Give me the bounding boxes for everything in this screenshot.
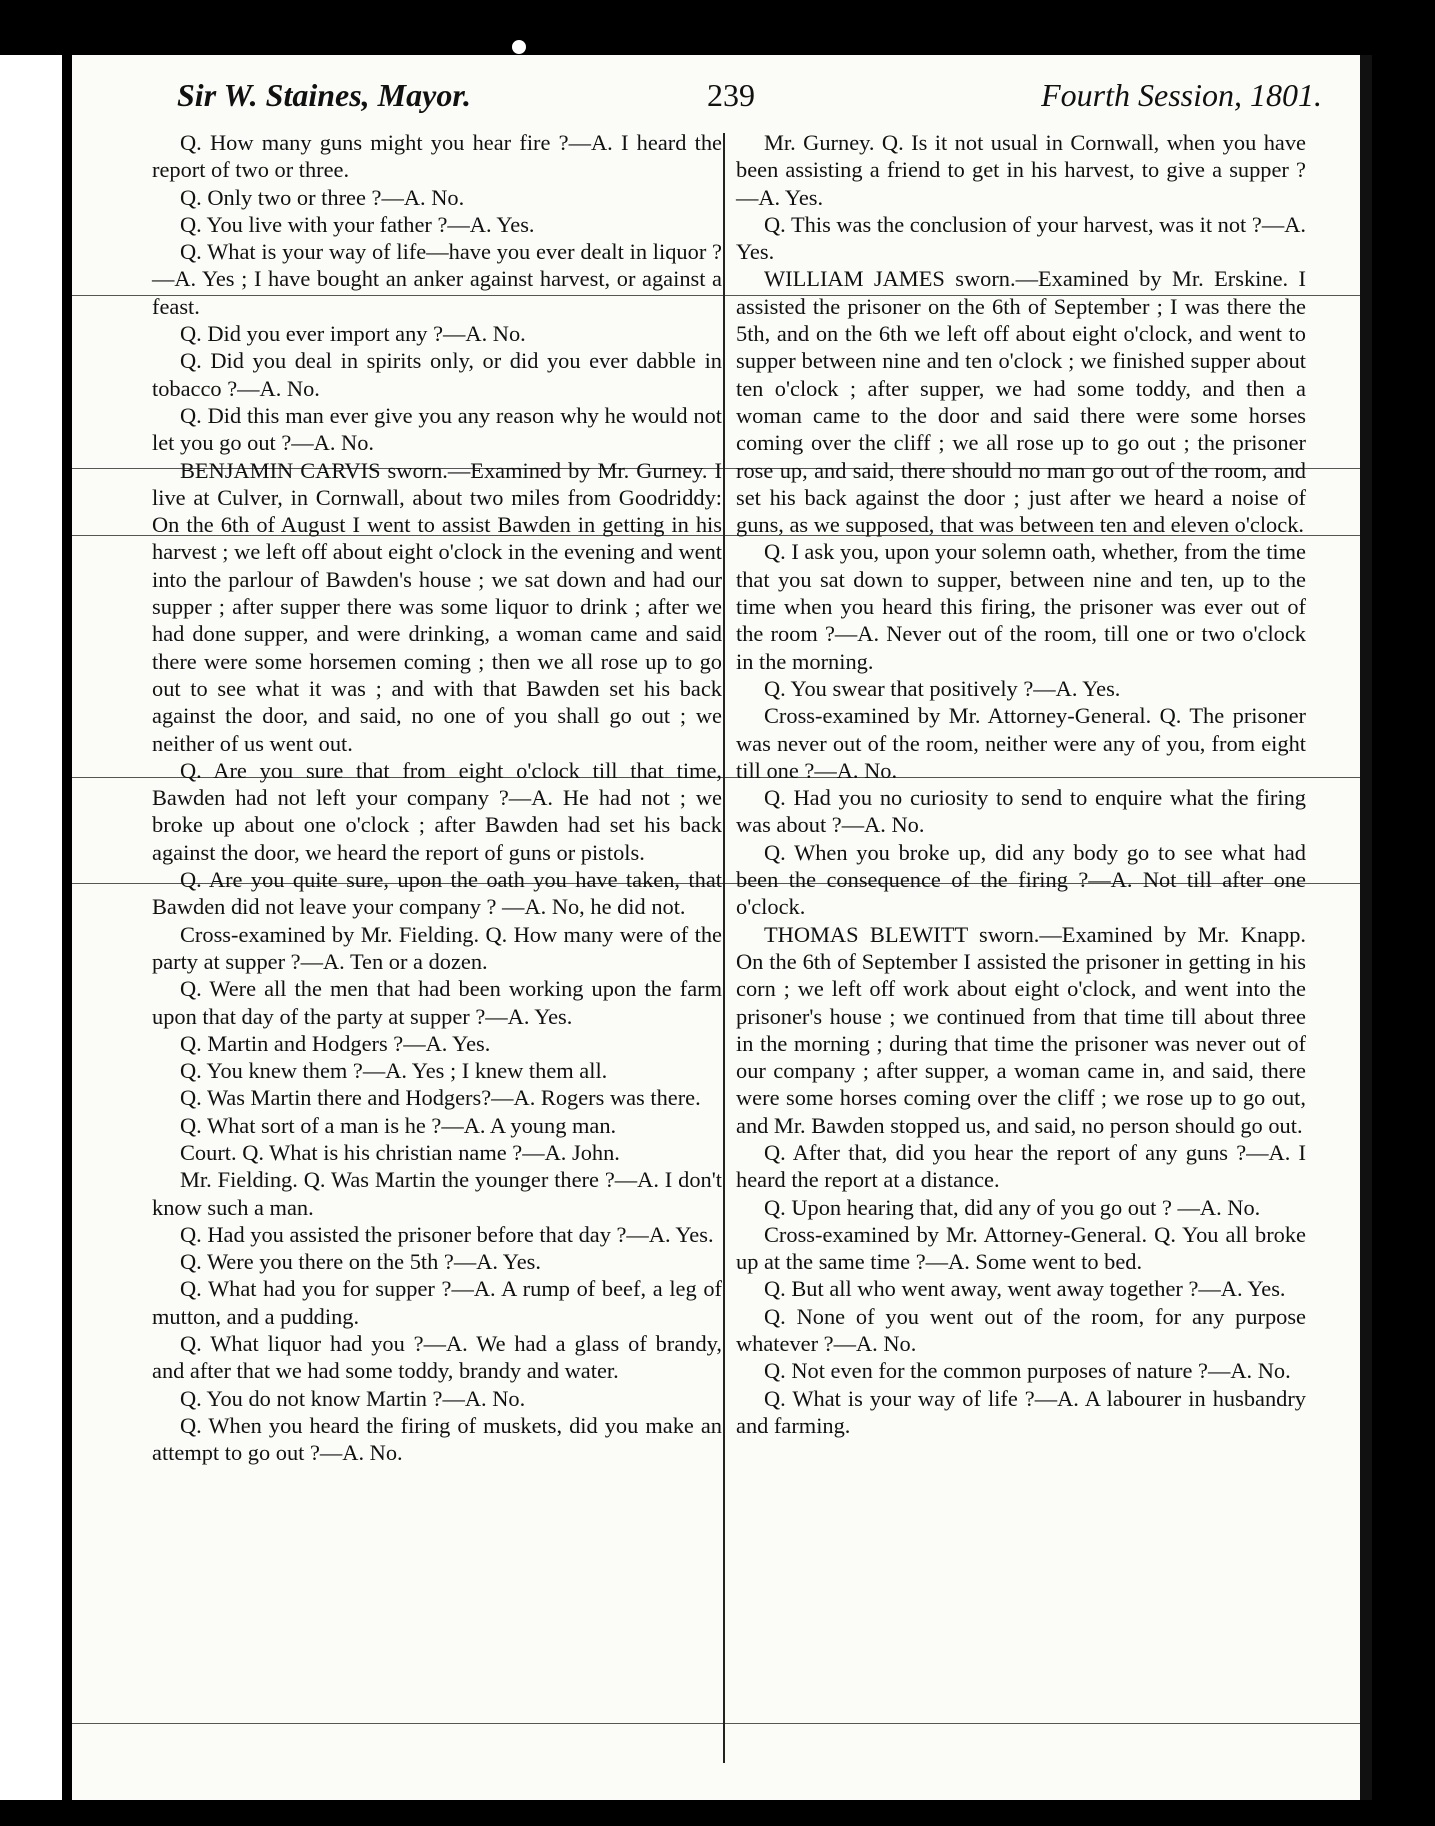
paragraph: Q. You live with your father ?—A. Yes. [180, 211, 535, 237]
paragraph: BENJAMIN CARVIS sworn.—Examined by Mr. Gurney. I live at Culver, in Cornwall, about two miles from Goodriddy: On the 6th of August I went to assist Bawden in getting in his harvest ; we left off about eight o'clock in the evening and went into the parlour of Bawden's house ; we sat down and had our supper ; after supper there was some liquor to drink ; after we had done supper, and were drinking, a woman came and said there were some horsemen coming ; then we all rose up to go out to see what it was ; and with that Bawden set his back against the door, and said, no one of you shall go out ; we neither of us went out. [152, 457, 722, 756]
paragraph: Q. What is your way of life ?—A. A labourer in husbandry and farming. [736, 1385, 1306, 1438]
paragraph: Q. Are you sure that from eight o'clock till that time, Bawden had not left your company ?—A. He had not ; we broke up about one o'clock ; after Bawden had set his back against the door, we heard the report of guns or pistols. [152, 757, 722, 865]
paragraph: Q. I ask you, upon your solemn oath, whether, from the time that you sat down to supper, between nine and ten, up to the time when you heard this firing, the prisoner was ever out of the room ?—A. Never out of the room, till one or two o'clock in the morning. [736, 539, 1306, 674]
right-column [736, 129, 1306, 1779]
paragraph: Q. What sort of a man is he ?—A. A young man. [180, 1112, 617, 1138]
paragraph: Cross-examined by Mr. Fielding. Q. How many were of the party at supper ?—A. Ten or a dozen. [152, 921, 722, 974]
paragraph: THOMAS BLEWITT sworn.—Examined by Mr. Knapp. On the 6th of September I assisted the prisoner in getting in his corn ; we left off work about eight o'clock, and went into the prisoner's house ; we continued from that time till about three in the morning ; during that time the prisoner was never out of our company ; after supper, a woman came in, and said, there were some horses coming over the cliff ; we rose up to go out, and Mr. Bawden stopped us, and said, no person should go out. [736, 921, 1306, 1138]
paragraph: Mr. Gurney. Q. Is it not usual in Cornwall, when you have been assisting a friend to get in his harvest, to give a supper ?—A. Yes. [736, 130, 1306, 210]
paragraph: Q. After that, did you hear the report of any guns ?—A. I heard the report at a distance. [736, 1139, 1306, 1193]
paragraph: Q. Was Martin there and Hodgers?—A. Rogers was there. [180, 1085, 701, 1111]
paragraph: WILLIAM JAMES sworn.—Examined by Mr. Erskine. I assisted the prisoner on the 6th of September ; I was there the 5th, and on the 6th we left off about eight o'clock, and went to supper between nine and ten o'clock ; we finished supper about ten o'clock ; after supper, we had some toddy, and then a woman came to the door and said there were some horses coming over the cliff ; we all rose up to go out ; the prisoner rose up, and said, there should no man go out of the room, and set his back against the door ; just after we heard a noise of guns, as we supposed, that was between ten and eleven o'clock. [736, 266, 1306, 538]
scan-mark [509, 37, 529, 57]
column-divider [723, 133, 725, 1763]
paragraph: Court. Q. What is his christian name ?—A. John. [180, 1139, 620, 1165]
paragraph: Q. But all who went away, went away together ?—A. Yes. [764, 1276, 1286, 1302]
page-header [177, 77, 1322, 125]
header-title: Sir W. Staines, Mayor. [177, 77, 472, 113]
paragraph: Q. How many guns might you hear fire ?—A. I heard the report of two or three. [152, 130, 722, 183]
paragraph: Q. Were you there on the 5th ?—A. Yes. [180, 1249, 541, 1275]
paragraph: Q. You swear that positively ?—A. Yes. [764, 675, 1121, 701]
paragraph: Cross-examined by Mr. Attorney-General. Q. The prisoner was never out of the room, neither were any of you, from eight till one ?—A. No. [736, 703, 1306, 783]
paragraph: Q. What is your way of life—have you ever dealt in liquor ?—A. Yes ; I have bought an anker against harvest, or against a feast. [152, 239, 722, 319]
document-page [72, 55, 1372, 1800]
paragraph: Mr. Fielding. Q. Was Martin the younger there ?—A. I don't know such a man. [152, 1167, 722, 1220]
paragraph: Q. Did you deal in spirits only, or did you ever dabble in tobacco ?—A. No. [152, 348, 722, 401]
paragraph: Q. Only two or three ?—A. No. [180, 184, 465, 210]
paragraph: Q. Martin and Hodgers ?—A. Yes. [180, 1030, 491, 1056]
paragraph: Q. Are you quite sure, upon the oath you have taken, that Bawden did not leave your company ? —A. No, he did not. [152, 867, 722, 920]
paragraph: Q. What liquor had you ?—A. We had a glass of brandy, and after that we had some toddy, brandy and water. [152, 1331, 722, 1384]
paragraph: Cross-examined by Mr. Attorney-General. Q. You all broke up at the same time ?—A. Some went to bed. [736, 1221, 1306, 1275]
paragraph: Q. Were all the men that had been working upon the farm upon that day of the party at supper ?—A. Yes. [152, 976, 722, 1029]
paragraph: Q. Did this man ever give you any reason why he would not let you go out ?—A. No. [152, 402, 722, 456]
paragraph: Q. When you heard the firing of muskets, did you make an attempt to go out ?—A. No. [152, 1412, 722, 1466]
header-session: Fourth Session, 1801. [1041, 77, 1322, 113]
paragraph: Q. You knew them ?—A. Yes ; I knew them all. [180, 1058, 608, 1084]
paragraph: Q. Did you ever import any ?—A. No. [180, 321, 526, 347]
paragraph: Q. Had you no curiosity to send to enquire what the firing was about ?—A. No. [736, 785, 1306, 838]
paragraph: Q. You do not know Martin ?—A. No. [180, 1385, 526, 1411]
paragraph: Q. This was the conclusion of your harvest, was it not ?—A. Yes. [736, 211, 1306, 265]
paragraph: Q. What had you for supper ?—A. A rump of beef, a leg of mutton, and a pudding. [152, 1276, 722, 1329]
paragraph: Q. Had you assisted the prisoner before that day ?—A. Yes. [180, 1221, 714, 1247]
left-column [152, 129, 722, 1779]
paragraph: Q. None of you went out of the room, for any purpose whatever ?—A. No. [736, 1303, 1306, 1357]
page-number: 239 [707, 77, 755, 113]
adjacent-page-strip [0, 55, 62, 1800]
paragraph: Q. Not even for the common purposes of nature ?—A. No. [764, 1358, 1291, 1384]
paragraph: Q. When you broke up, did any body go to see what had been the consequence of the firing ?—A. Not till after one o'clock. [736, 839, 1306, 920]
paragraph: Q. Upon hearing that, did any of you go out ? —A. No. [764, 1194, 1261, 1220]
